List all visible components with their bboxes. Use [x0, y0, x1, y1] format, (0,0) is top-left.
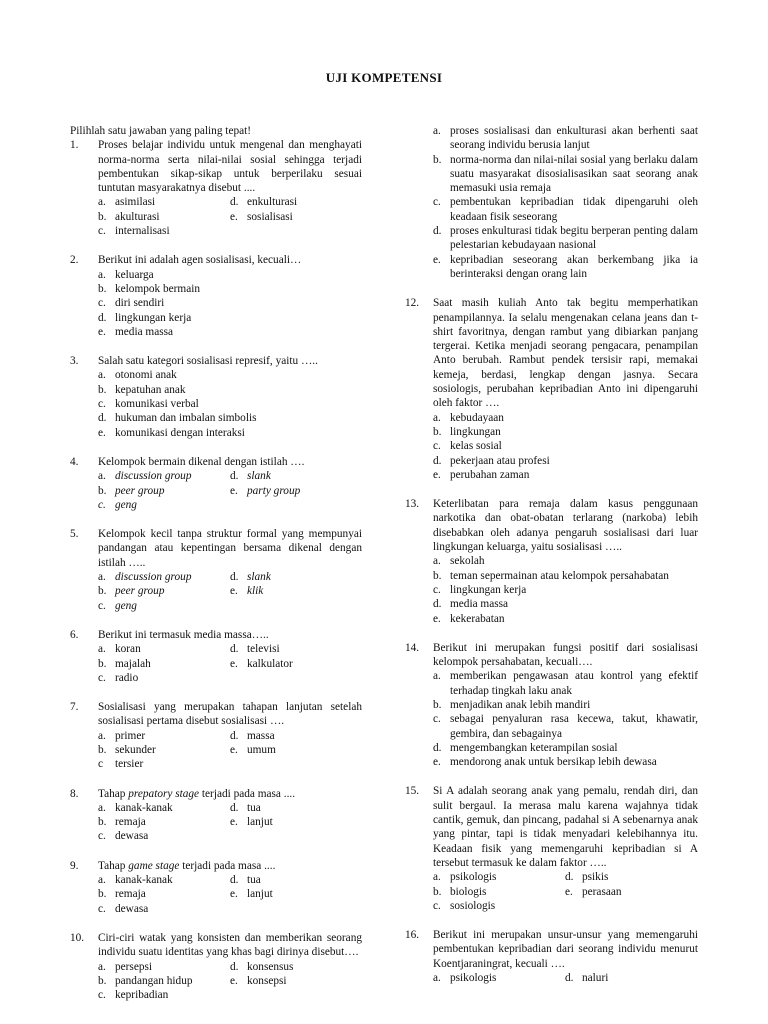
options — [433, 971, 698, 985]
option-e: e. media massa — [98, 325, 174, 338]
question-11-options — [405, 124, 698, 281]
options — [433, 669, 698, 769]
option-c: c. sebagai penyaluran rasa kecewa, takut, khawatir, gembira, dan sebagainya — [433, 713, 698, 740]
question-text: Tahap prepatory stage terjadi pada masa .... — [98, 787, 296, 800]
question-text: Tahap game stage terjadi pada masa .... — [98, 859, 276, 872]
option-b: b. sekunder — [98, 743, 156, 756]
option-d: d. televisi — [230, 643, 280, 656]
option-c: c. geng — [98, 498, 137, 511]
option-c: c. geng — [98, 599, 137, 612]
options — [98, 642, 362, 685]
options — [98, 268, 362, 339]
option-d: d. massa — [230, 729, 275, 742]
option-e: e. mendorong anak untuk bersikap lebih dewasa — [433, 756, 657, 769]
question-text: Keterlibatan para remaja dalam kasus penggunaan narkotika dan obat-obatan terlarang (narkoba) lebih disebabkan oleh adanya pengaruh sosialisasi dari luar lingkungan keluarga, yaitu sosialisasi ….. — [433, 498, 698, 554]
question-15 — [405, 784, 698, 913]
option-b: b. menjadikan anak lebih mandiri — [433, 698, 591, 711]
option-a: a. otonomi anak — [98, 369, 177, 382]
option-e: e. kepribadian seseorang akan berkembang jika ia berinteraksi dengan orang lain — [433, 253, 698, 280]
options — [98, 801, 362, 844]
left-column — [70, 124, 362, 1017]
question-number: 13. — [405, 498, 420, 511]
option-a: a. sekolah — [433, 555, 485, 568]
option-b: b. lingkungan — [433, 425, 501, 438]
question-number: 2. — [70, 254, 79, 267]
option-d: d. hukuman dan imbalan simbolis — [98, 412, 257, 425]
option-d: d. tua — [230, 801, 261, 814]
question-number: 3. — [70, 355, 79, 368]
question-text: Ciri-ciri watak yang konsisten dan memberikan seorang individu suatu identitas yang khas bagi dirinya disebut…. — [98, 931, 362, 959]
option-c: c. internalisasi — [98, 225, 170, 238]
question-number: 5. — [70, 528, 79, 541]
option-a: a. kanak-kanak — [98, 874, 173, 887]
option-e: e. kalkulator — [230, 657, 293, 670]
option-e: e. umum — [230, 743, 276, 756]
question-6 — [70, 628, 362, 685]
option-a: a. kebudayaan — [433, 411, 504, 424]
option-c: c. lingkungan kerja — [433, 583, 527, 596]
options — [98, 368, 362, 439]
option-b: b. majalah — [98, 657, 151, 670]
option-c: c. sosiologis — [433, 899, 496, 912]
question-text: Berikut ini merupakan unsur-unsur yang memengaruhi pembentukan kepribadian dari seorang individu menurut Koentjaraningrat, kecuali …. — [433, 929, 698, 970]
option-b: b. peer group — [98, 484, 165, 497]
option-a: a. asimilasi — [98, 196, 156, 209]
question-text: Si A adalah seorang anak yang pemalu, rendah diri, dan sulit bergaul. Ia merasa malu karena wajahnya tidak cantik, gemuk, dan pincang, padahal si A sebenarnya anak yang pintar, tapi is tidak menyadari kelebihannya itu. Keadaan fisik yang memengaruhi kepribadian si A tersebut termasuk ke dalam faktor ….. — [433, 785, 698, 869]
question-14 — [405, 641, 698, 770]
option-a: a. koran — [98, 643, 141, 656]
question-13 — [405, 497, 698, 626]
question-text: Berikut ini termasuk media massa….. — [98, 628, 269, 641]
option-d: d. lingkungan kerja — [98, 311, 192, 324]
option-a: a. proses sosialisasi dan enkulturasi akan berhenti saat seorang individu berusia lanjut — [433, 125, 698, 152]
question-text: Salah satu kategori sosialisasi represif, yaitu ….. — [98, 355, 318, 368]
question-12 — [405, 296, 698, 482]
options — [98, 873, 362, 916]
option-d: d. tua — [230, 874, 261, 887]
option-c: c. radio — [98, 671, 139, 684]
option-b: b. kelompok bermain — [98, 282, 201, 295]
question-number: 14. — [405, 641, 420, 654]
option-c: c. kepribadian — [98, 989, 169, 1002]
option-e: e. komunikasi dengan interaksi — [98, 426, 245, 439]
option-e: e. konsepsi — [230, 974, 287, 987]
question-number: 6. — [70, 628, 79, 641]
question-7 — [70, 700, 362, 771]
option-c: c. kelas sosial — [433, 440, 502, 453]
option-e: e. lanjut — [230, 888, 273, 901]
options — [433, 124, 698, 281]
question-text: Berikut ini merupakan fungsi positif dari sosialisasi kelompok persahabatan, kecuali…. — [433, 641, 698, 669]
option-d: d. media massa — [433, 598, 509, 611]
question-2 — [70, 253, 362, 339]
option-c: c. komunikasi verbal — [98, 398, 199, 411]
option-b: b. pandangan hidup — [98, 974, 193, 987]
option-a: a. discussion group — [98, 470, 192, 483]
option-a: a. persepsi — [98, 960, 153, 973]
option-b: b. akulturasi — [98, 210, 160, 223]
question-text: Kelompok bermain dikenal dengan istilah …. — [98, 455, 305, 468]
option-a: a. memberikan pengawasan atau kontrol yang efektif terhadap tingkah laku anak — [433, 670, 698, 697]
question-8 — [70, 787, 362, 844]
option-b: b. biologis — [433, 885, 487, 898]
options — [98, 195, 362, 238]
option-c: c. dewasa — [98, 830, 149, 843]
option-d: d. pekerjaan atau profesi — [433, 454, 550, 467]
question-1 — [70, 138, 362, 238]
option-b: b. peer group — [98, 585, 165, 598]
option-d: d. enkulturasi — [230, 196, 298, 209]
question-16 — [405, 928, 698, 985]
option-d: d. konsensus — [230, 960, 294, 973]
question-3 — [70, 354, 362, 440]
option-c: c. dewasa — [98, 902, 149, 915]
option-d: d. psikis — [565, 871, 609, 884]
question-text: Saat masih kuliah Anto tak begitu memperhatikan penampilannya. Ia selalu mengenakan celana jeans dan t-shirt favoritnya, dengan rambut yang dibiarkan panjang tergerai. Ketika menjadi seorang pengacara, penampilan Anto berubah. Rambut pendek tersisir rapi, memakai kemeja, berdasi, lengkap dengan jasnya. Secara sosiologis, perubahan kepribadian Anto ini dipengaruhi oleh faktor …. — [433, 297, 698, 410]
instruction: Pilihlah satu jawaban yang paling tepat! — [70, 125, 252, 137]
option-d: d. slank — [230, 571, 271, 584]
option-b: b. kepatuhan anak — [98, 383, 186, 396]
option-d: d. proses enkulturasi tidak begitu berperan penting dalam pelestarian kebudayaan nasional — [433, 225, 698, 252]
right-column — [405, 124, 698, 1000]
option-c: c. diri sendiri — [98, 297, 165, 310]
question-number: 4. — [70, 455, 79, 468]
question-number: 12. — [405, 297, 420, 310]
question-number: 16. — [405, 929, 420, 942]
option-e: e. sosialisasi — [230, 210, 293, 223]
option-e: e. perasaan — [565, 885, 622, 898]
option-a: a. keluarga — [98, 268, 154, 281]
options — [98, 729, 362, 772]
question-9 — [70, 859, 362, 916]
option-b: b. teman sepermainan atau kelompok persahabatan — [433, 569, 669, 582]
question-number: 15. — [405, 785, 420, 798]
option-d: d. slank — [230, 470, 271, 483]
question-text: Kelompok kecil tanpa struktur formal yang mempunyai pandangan atau kepentingan bersama dikenal dengan istilah ….. — [98, 528, 362, 569]
option-a: a. discussion group — [98, 571, 192, 584]
option-a: a. psikologis — [433, 871, 497, 884]
option-b: b. norma-norma dan nilai-nilai sosial yang berlaku dalam suatu masyarakat disosialisasikan saat seorang anak memasuki usia remaja — [433, 153, 698, 195]
question-number: 8. — [70, 787, 79, 800]
question-number: 1. — [70, 139, 79, 152]
option-a: a. psikologis — [433, 972, 497, 985]
page-title: UJI KOMPETENSI — [325, 70, 443, 85]
question-5 — [70, 527, 362, 613]
option-e: e. perubahan zaman — [433, 468, 530, 481]
option-a: a. primer — [98, 729, 146, 742]
question-10 — [70, 931, 362, 1002]
option-b: b. remaja — [98, 888, 146, 901]
options — [433, 870, 698, 913]
question-text: Sosialisasi yang merupakan tahapan lanjutan setelah sosialisasi pertama disebut sosialisasi …. — [98, 701, 362, 728]
option-c: c tersier — [98, 758, 144, 771]
question-4 — [70, 455, 362, 512]
question-number: 9. — [70, 859, 79, 872]
question-number: 10. — [70, 931, 85, 944]
question-text: Proses belajar individu untuk mengenal dan menghayati norma-norma serta nilai-nilai sosial sehingga terjadi pembentukan sikap-sikap untuk berperilaku sesuai tuntutan masyarakatnya disebut .... — [98, 139, 362, 195]
options — [98, 469, 362, 512]
option-e: e. party group — [230, 484, 301, 497]
option-d: d. mengembangkan keterampilan sosial — [433, 741, 618, 754]
option-d: d. naluri — [565, 972, 609, 985]
options — [98, 570, 362, 613]
question-number: 7. — [70, 701, 79, 714]
option-b: b. remaja — [98, 816, 146, 829]
option-a: a. kanak-kanak — [98, 801, 173, 814]
options — [98, 960, 362, 1003]
option-c: c. pembentukan kepribadian tidak dipengaruhi oleh keadaan fisik seseorang — [433, 196, 698, 223]
options — [433, 554, 698, 625]
option-e: e. kekerabatan — [433, 612, 505, 625]
option-e: e. klik — [230, 585, 264, 598]
question-text: Berikut ini adalah agen sosialisasi, kecuali… — [98, 254, 302, 267]
option-e: e. lanjut — [230, 816, 273, 829]
options — [433, 411, 698, 482]
